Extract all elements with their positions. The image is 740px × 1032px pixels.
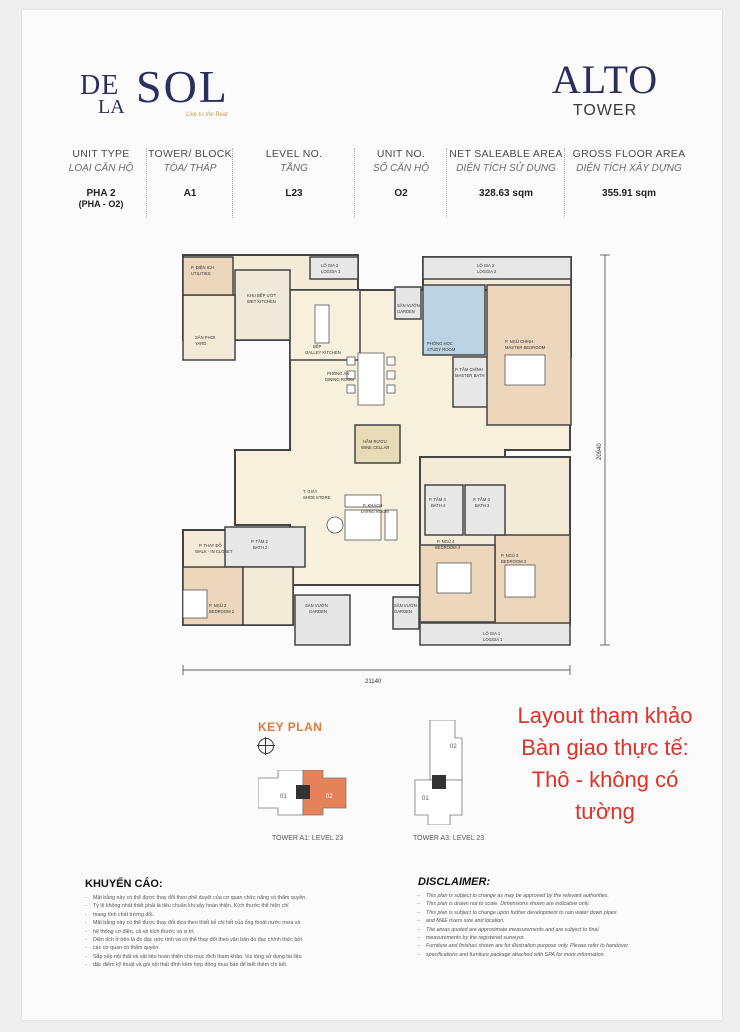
logo-alto: ALTO [551, 57, 659, 102]
nsa-value: 328.63 sqm [479, 188, 533, 199]
label-master-bed-vn: P. NGỦ CHÍNH [505, 339, 534, 344]
label-garden-top-en: GARDEN [397, 309, 415, 314]
disclaimer-line: - specifications and furniture package attached with SPA for more information. [418, 951, 688, 959]
label-loggia3-en: LOGGIA 3 [321, 269, 341, 274]
disclaimer-title: DISCLAIMER: [418, 876, 491, 888]
label-loggia2-en: LOGGIA 2 [477, 269, 497, 274]
loggia-2 [423, 257, 571, 279]
level-label: LEVEL NO. [265, 148, 323, 160]
note-line-2: Bàn giao thực tế: [521, 735, 689, 760]
note-line-4: tường [575, 799, 635, 824]
unit-no-col [354, 148, 447, 218]
label-living-en: LIVING ROOM [361, 509, 389, 514]
logo-de: DE [80, 70, 120, 101]
tower-label: TOWER/ BLOCK [148, 148, 232, 160]
label-bed3-vn: P. NGỦ 3 [501, 553, 519, 558]
label-master-bath-en: MASTER BATH [455, 373, 485, 378]
key-plan-caption-1: TOWER A1: LEVEL 23 [272, 835, 344, 842]
disclaimer-line: - Furniture and finishes shown are for illustration purpose only. Please refer to handover [418, 942, 688, 950]
label-galley-vn: BẾP [313, 344, 322, 349]
warning-list [85, 894, 365, 970]
alto-tower-logo [540, 58, 670, 128]
gfa-value: 355.91 sqm [602, 188, 656, 199]
label-yard-en: YARD [195, 341, 207, 346]
wine-cellar [355, 425, 400, 463]
label-study-en: STUDY ROOM [427, 347, 456, 352]
gfa-label: GROSS FLOOR AREA [572, 148, 686, 160]
warning-line: - các cơ quan có thẩm quyền. [85, 944, 365, 952]
label-bed2-en: BEDROOM 2 [209, 609, 235, 614]
loggia-3 [310, 257, 358, 279]
label-dining-en: DINING ROOM [325, 377, 354, 382]
tower-col [146, 148, 233, 218]
disclaimer-line: - The areas quoted are approximate measurements and are subject to final [418, 926, 688, 934]
gfa-label-vn: DIỆN TÍCH XÂY DỰNG [576, 163, 682, 174]
floor-plan [165, 245, 635, 695]
kp2-label-02: 02 [450, 744, 457, 750]
label-bath3-vn: P. TẮM 3 [473, 497, 490, 502]
warning-title: KHUYẾN CÁO: [85, 878, 163, 890]
de-la-sol-logo [80, 60, 250, 122]
warning-line: - Diện tích ở trên là đo đạc ước tính và có thể thay đổi theo văn bản đo đạc chính thức bởi [85, 936, 365, 944]
label-walkin-en: WALK - IN CLOSET [195, 549, 233, 554]
bath-3 [465, 485, 505, 535]
unit-type-value: PHA 2 [86, 188, 116, 199]
handover-note [480, 700, 730, 828]
compass-icon [258, 738, 274, 754]
label-walkin-vn: P. THAY ĐỒ [199, 543, 222, 548]
nsa-col [446, 148, 565, 218]
disclaimer-line: - This plan is subject to change as may be approved by the relevant authorities. [418, 892, 688, 900]
level-col [232, 148, 355, 218]
wet-kitchen [235, 270, 290, 340]
yard [183, 295, 235, 360]
warning-line: - đặc điểm kỹ thuật và gói nội thất đính kèm hợp đồng mua bán để biết thêm chi tiết. [85, 961, 365, 969]
disclaimer-list [418, 892, 688, 959]
disclaimer-line: - measurements by the registered surveyor. [418, 934, 688, 942]
label-loggia1-vn: LÔ GIA 1 [483, 631, 501, 636]
label-shoe-en: SHOE STORE [303, 495, 331, 500]
label-study-vn: PHÒNG HỌC [427, 341, 453, 346]
label-galley-en: GALLEY KITCHEN [305, 350, 341, 355]
kp1-label-01: 01 [280, 794, 287, 800]
label-garden-top-vn: SÂN VƯỜN [397, 303, 420, 308]
disclaimer-line: - and M&E risers size and location. [418, 917, 688, 925]
kp2-label-01: 01 [422, 796, 429, 802]
note-line-1: Layout tham khảo [517, 703, 693, 728]
label-wine-en: WINE CELLAR [361, 445, 390, 450]
nsa-label: NET SALEABLE AREA [449, 148, 563, 160]
logo-tower: TOWER [572, 102, 638, 119]
label-bed4-vn: P. NGỦ 4 [437, 539, 455, 544]
level-label-vn: TẦNG [280, 163, 308, 174]
label-garden-mid-vn: SÂN VƯỜN [394, 603, 417, 608]
label-garden-bottom-vn: SÂN VƯỜN [305, 603, 328, 608]
note-line-3: Thô - không có [531, 767, 679, 792]
master-bath [453, 357, 489, 407]
unit-info-table [56, 148, 696, 218]
warning-line: - mang tính chất tương đối. [85, 911, 365, 919]
dim-width: 21140 [365, 679, 382, 685]
label-garden-bottom-en: GARDEN [309, 609, 327, 614]
label-bed3-en: BEDROOM 3 [501, 559, 527, 564]
key-plan-a3 [410, 720, 480, 825]
tower-label-vn: TÒA/ THÁP [163, 163, 217, 174]
label-bath3-en: BATH 3 [475, 503, 490, 508]
label-wine-vn: HẦM RƯỢU [363, 439, 387, 444]
logo-sol: SOL [136, 61, 229, 112]
unit-no-label: UNIT NO. [376, 148, 426, 160]
label-living-vn: P. KHÁCH [363, 503, 383, 508]
key-plan-a1 [258, 770, 353, 825]
tower-value: A1 [183, 188, 197, 199]
warning-line: - Mặt bằng này có thể được thay đổi theo phê duyệt của cơ quan chức năng có thẩm quyền. [85, 894, 365, 902]
nsa-label-vn: DIỆN TÍCH SỬ DỤNG [456, 163, 556, 174]
label-utilities-vn: P. ĐIỆN ICH [191, 265, 214, 270]
label-wet-kitchen-en: WET KITCHEN [247, 299, 276, 304]
unit-type-label-vn: LOẠI CĂN HỘ [68, 163, 134, 174]
label-dining-vn: PHÒNG ĂN [327, 371, 350, 376]
label-bath4-vn: P. TẮM 4 [429, 497, 446, 502]
dim-height: 20940 [597, 443, 603, 460]
bath-4 [425, 485, 463, 535]
warning-line: - Mặt bằng này có thể được thay đổi dựa theo thiết kế chi tiết của ống thoát nước mưa và [85, 919, 365, 927]
key-plan-caption-2: TOWER A3: LEVEL 23 [413, 835, 485, 842]
unit-type-col [56, 148, 146, 218]
logo-tagline: Live to the Beat [186, 112, 228, 118]
warning-line: - Sắp xếp nội thất và vật liệu hoàn thiện cho mục đích tham khảo. Vui lòng sử dụng tài liệu [85, 953, 365, 961]
gfa-col [564, 148, 693, 218]
unit-no-value: O2 [394, 188, 408, 199]
warning-line: - Tỷ lệ không nhất thiết phải là tiêu chuẩn khi xây hoàn thiện. Kích thước thể hiện chỉ [85, 902, 365, 910]
label-bath2-vn: P. TẮM 2 [251, 539, 268, 544]
walk-in-closet [243, 567, 293, 625]
level-value: L23 [285, 188, 303, 199]
kp1-label-02: 02 [326, 794, 333, 800]
disclaimer-block [418, 876, 688, 959]
unit-no-label-vn: SỐ CĂN HỘ [372, 163, 430, 174]
utilities [183, 257, 233, 295]
label-bath2-en: BATH 2 [253, 545, 268, 550]
label-wet-kitchen-vn: KHU BẾP ƯỚT [247, 293, 277, 298]
unit-type-label: UNIT TYPE [72, 148, 130, 160]
warning-block [85, 878, 365, 970]
disclaimer-line: - This plan is subject to change upon further development to rain water down pipes [418, 909, 688, 917]
disclaimer-line: - This plan is drawn not to scale. Dimensions shown are indicative only. [418, 900, 688, 908]
logo-la: LA [98, 96, 125, 118]
label-loggia2-vn: LÔ GIA 2 [477, 263, 495, 268]
key-plan-title: KEY PLAN [258, 720, 323, 734]
label-loggia1-en: LOGGIA 1 [483, 637, 503, 642]
label-loggia3-vn: LÔ GIA 3 [321, 263, 339, 268]
label-shoe-vn: T. GIÀY [303, 489, 318, 494]
label-master-bath-vn: P. TẮM CHÍNH [455, 367, 483, 372]
label-bed4-en: BEDROOM 4 [435, 545, 461, 550]
warning-line: - hệ thống cơ điện, cả về kích thước và vị trí. [85, 928, 365, 936]
unit-type-value2: (PHA - O2) [78, 199, 124, 209]
label-master-bed-en: MASTER BEDROOM [505, 345, 546, 350]
label-bed2-vn: P. NGỦ 2 [209, 603, 227, 608]
label-bath4-en: BATH 4 [431, 503, 446, 508]
label-yard-vn: SÂN PHƠI [195, 335, 216, 340]
label-utilities-en: UTILITIES [191, 271, 211, 276]
label-garden-mid-en: GARDEN [394, 609, 412, 614]
